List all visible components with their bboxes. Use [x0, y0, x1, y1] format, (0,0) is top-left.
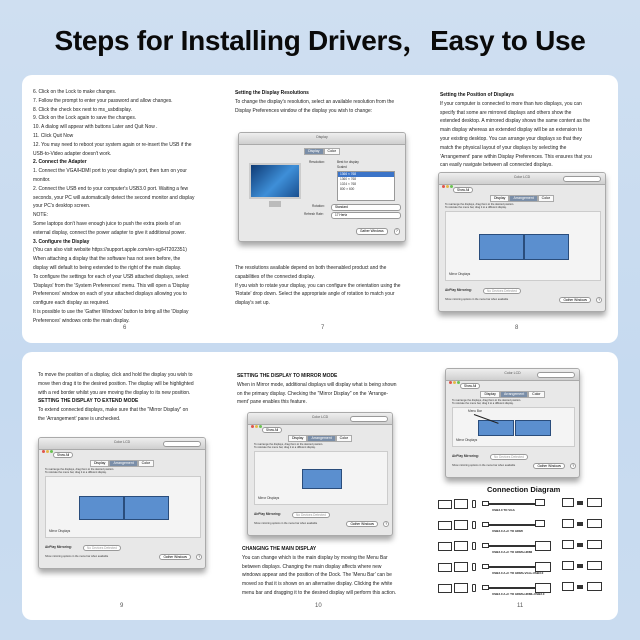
text-line: display's set up.: [235, 300, 270, 307]
arrangement-hint: To rearrange the displays, drag them to the desired position.: [254, 442, 324, 446]
text-line: seconds, your PC will automatically detect the second monitor and display: [33, 194, 195, 201]
phone-icon: [472, 521, 476, 529]
minimize-icon[interactable]: [446, 185, 449, 188]
projector-icon: [577, 522, 583, 526]
text-line: To extend connected displays, make sure that the "Mirror Display" on: [38, 407, 189, 414]
text-line: on the primary display. Checking the "Mirror Display" on the 'Arrange-: [237, 390, 388, 397]
gather-windows-button[interactable]: Gather Windows: [559, 297, 591, 303]
text-line: When in Mirror mode, additional displays will display what is being shown: [237, 381, 397, 388]
page-number-10: 10: [315, 603, 322, 609]
gather-windows-button[interactable]: Gather Windows: [346, 521, 378, 527]
airplay-label: AirPlay Mirroring:: [452, 454, 479, 458]
text-line: 9. Click on the Lock again to save the changes.: [33, 115, 137, 122]
text-line: between displays. Changing the main display affects where new: [242, 563, 382, 570]
secondary-display-thumbnail[interactable]: [515, 420, 551, 435]
text-line: your PC's desktop screen.: [33, 203, 91, 210]
monitor-stand: [269, 201, 281, 207]
text-line: 2. Connect the USB end to your computer's USB3.0 port. Waiting a few: [33, 185, 189, 192]
page-6-text: [33, 88, 194, 326]
page-9-text: [38, 371, 194, 424]
resolution-option[interactable]: 800 × 600: [340, 187, 355, 191]
text-line: display will default to being extended to the right of the main display.: [33, 264, 182, 271]
tv-icon: [587, 540, 602, 549]
minimize-icon[interactable]: [46, 450, 49, 453]
tab-color[interactable]: Color: [138, 460, 154, 467]
close-icon[interactable]: [42, 450, 45, 453]
section-heading: SETTING THE DISPLAY TO MIRROR MODE: [237, 373, 338, 379]
tab-color[interactable]: Color: [528, 391, 544, 398]
usb-plug-icon: [482, 501, 489, 506]
text-line: You can change which is the main display by moving the Menu Bar: [242, 554, 388, 561]
search-field[interactable]: [350, 416, 388, 422]
page-number-8: 8: [515, 325, 519, 331]
text-line: the 'Arrangement' pane is unchecked.: [38, 415, 121, 422]
monitor-icon: [562, 498, 574, 507]
text-line: To configure the settings for each of your USB attached displays, select: [33, 273, 189, 280]
arrangement-area[interactable]: [445, 211, 601, 281]
display-tabs: [239, 148, 405, 155]
manual-pages-top: [22, 75, 618, 343]
arrangement-hint: To rearrange the displays, drag them to the desired position.: [445, 202, 515, 206]
show-mirroring-checkbox[interactable]: Show mirroring options in the menu bar when available: [254, 522, 318, 525]
text-line: 10. A dialog will appear with buttons Later and Quit Now .: [33, 124, 158, 131]
monitor-icon: [562, 540, 574, 549]
tab-arrangement[interactable]: Arrangement: [307, 435, 335, 442]
menubar-hint: To relocate the menu bar, drag it to a different display.: [254, 446, 316, 449]
phone-icon: [472, 584, 476, 592]
minimize-icon[interactable]: [453, 381, 456, 384]
text-line: If you wish to rotate your display, you can configure the orientation using the: [235, 282, 401, 289]
text-line: If your computer is connected to more than two displays, you can: [440, 100, 582, 107]
window-titlebar: Color LCD: [439, 173, 605, 185]
text-line: match the physical layout of your displays by selecting the: [440, 144, 567, 151]
diagram-row: [438, 560, 603, 578]
tab-color[interactable]: Color: [324, 148, 340, 155]
text-line: 'Rotate' drop down. Select the appropriate angle of rotation to match your: [235, 291, 395, 298]
text-line: extended desktop. A mirrored display shows the same content as the: [440, 118, 590, 125]
page-number-6: 6: [123, 325, 127, 331]
cable: [489, 524, 535, 526]
section-heading: CHANGING THE MAIN DISPLAY: [242, 546, 317, 552]
tv-icon: [587, 561, 602, 570]
airplay-label: AirPlay Mirroring:: [254, 512, 281, 516]
text-line: menu bar and dragging it to the desired display will perform this action.: [242, 589, 397, 596]
arrangement-window: [38, 437, 206, 569]
section-heading: Setting the Position of Displays: [440, 92, 514, 98]
resolution-list[interactable]: [337, 171, 395, 201]
diagram-row: [438, 581, 603, 599]
arrangement-tabs: [39, 460, 205, 467]
page-10-text: [242, 545, 396, 598]
adapter-icon: [535, 520, 545, 527]
text-line: Preferences' window on each of your attached displays allowing you to: [33, 291, 187, 298]
adapter-label: USB3.0 A+C TO HDMI+VGA+USB3.0: [492, 571, 544, 575]
text-line: Preferences' windows onto the main display.: [33, 317, 130, 324]
text-line: main display whereas an extended display will be an extension to: [440, 127, 583, 134]
tab-display[interactable]: Display: [480, 391, 499, 398]
text-line: 1. Connect the VGA/HDMI port to your display's port, then turn on your: [33, 168, 187, 175]
phone-icon: [472, 500, 476, 508]
connection-diagram-title: Connection Diagram: [487, 485, 561, 494]
text-line: Display Preferences window of the display you wish to change:: [235, 107, 373, 114]
mirror-displays-checkbox[interactable]: Mirror Displays: [49, 529, 71, 533]
secondary-display-thumbnail[interactable]: [124, 496, 169, 520]
monitor-image: [249, 163, 301, 199]
cable: [489, 503, 535, 505]
menubar-hint: To relocate the menu bar, drag it to a different display.: [445, 206, 507, 209]
text-line: 8. Click the check box next to ms_usbdisplay.: [33, 106, 132, 113]
gather-windows-button[interactable]: Gather Windows: [533, 463, 565, 469]
menubar-hint: To relocate the menu bar, drag it to a different display.: [45, 471, 107, 474]
show-all-button[interactable]: Show All: [53, 452, 73, 458]
mirror-displays-checkbox[interactable]: Mirror Displays: [258, 496, 280, 500]
page-10-intro: [237, 372, 397, 407]
usb-plug-icon: [482, 585, 489, 590]
adapter-label: USB3.0 A+C TO HDMI+HDMI: [492, 550, 533, 554]
page-number-11: 11: [517, 603, 524, 609]
arrangement-tabs: [439, 195, 605, 202]
page-7-notes: [235, 264, 400, 308]
menubar-hint: To relocate the menu bar, drag it to a different display.: [452, 402, 514, 405]
close-icon[interactable]: [442, 185, 445, 188]
desktop-icon: [454, 541, 468, 551]
minimize-icon[interactable]: [255, 425, 258, 428]
display-preferences-window: [238, 132, 406, 242]
text-line: capabilities of the connected display.: [235, 273, 315, 280]
window-titlebar: Color LCD: [446, 369, 579, 381]
airplay-select[interactable]: No Devices Detected: [292, 512, 330, 518]
tab-display[interactable]: Display: [288, 435, 307, 442]
monitor-icon: [562, 582, 574, 591]
page-number-7: 7: [321, 325, 325, 331]
close-icon[interactable]: [449, 381, 452, 384]
text-line: moved so that it is shown on an alternative display. Clicking the white: [242, 581, 393, 588]
usb-plug-icon: [482, 543, 489, 548]
text-line: external display, connect the power adapter to give it additional power.: [33, 229, 186, 236]
usb-plug-icon: [482, 564, 489, 569]
show-mirroring-checkbox[interactable]: Show mirroring options in the menu bar when available: [445, 298, 509, 301]
usb-plug-icon: [482, 522, 489, 527]
mirror-displays-checkbox[interactable]: Mirror Displays: [456, 438, 478, 442]
display-thumbnail[interactable]: [302, 469, 341, 490]
text-line: It is possible to use the 'Gather Windows' button to bring all the 'Display: [33, 308, 189, 315]
text-line: When attaching a display that the software has not seen before, the: [33, 256, 181, 263]
text-line: 7. Follow the prompt to enter your password and allow changes.: [33, 97, 173, 104]
text-line: monitor.: [33, 176, 51, 183]
desktop-icon: [454, 520, 468, 530]
text-line: To change the display's resolution, select an available resolution from the: [235, 98, 395, 105]
projector-icon: [577, 564, 583, 568]
page-title: Steps for Installing Drivers，Easy to Use: [54, 25, 586, 56]
radio-scaled[interactable]: Scaled: [337, 165, 347, 169]
tab-arrangement[interactable]: Arrangement: [509, 195, 537, 202]
help-button[interactable]: ?: [598, 298, 600, 302]
phone-icon: [472, 563, 476, 571]
resolution-option[interactable]: 1366 × 768: [338, 172, 394, 177]
tab-arrangement[interactable]: Arrangement: [500, 391, 528, 398]
main-display-thumbnail[interactable]: [79, 496, 124, 520]
show-mirroring-checkbox[interactable]: Show mirroring options in the menu bar when available: [452, 464, 516, 467]
text-line: can easily navigate between all connected displays.: [440, 162, 553, 169]
monitor-icon: [562, 519, 574, 528]
text-line: USB-to-Video adapter doesn't work.: [33, 150, 112, 157]
tab-color[interactable]: Color: [538, 195, 554, 202]
window-titlebar: Display: [239, 133, 405, 145]
tab-display[interactable]: Display: [304, 148, 323, 155]
search-field[interactable]: [563, 176, 601, 182]
text-line: your existing desktop. You can arrange your displays so that they: [440, 135, 582, 142]
resolution-option[interactable]: 1360 × 768: [340, 177, 357, 181]
show-all-button[interactable]: Show All: [460, 383, 480, 389]
page-number-9: 9: [120, 603, 124, 609]
tv-icon: [587, 519, 602, 528]
manual-pages-bottom: [22, 352, 618, 620]
arrangement-tabs: [446, 391, 579, 398]
projector-icon: [577, 501, 583, 505]
text-line: move then drag it to the desired position. The display will be highlighted: [38, 380, 194, 387]
airplay-select[interactable]: No Devices Detected: [83, 545, 121, 551]
radio-best-for-display[interactable]: Best for display: [337, 160, 359, 164]
adapter-label: USB3.0 A+C TO HDMI+HDMI+USB3.0: [492, 592, 545, 596]
cable: [489, 587, 535, 589]
desktop-icon: [454, 562, 468, 572]
text-line: 6. Click on the Lock to make changes.: [33, 89, 117, 95]
arrangement-hint: To rearrange the displays, drag them to the desired position.: [452, 398, 522, 402]
help-button[interactable]: ?: [572, 464, 574, 468]
tab-color[interactable]: Color: [336, 435, 352, 442]
text-line: 12. You may need to reboot your system again or re-insert the USB if the: [33, 141, 192, 148]
text-line: (You can also visit website https://support.apple.com/en-sg/HT202351): [33, 247, 187, 254]
cable: [489, 566, 535, 568]
tab-display[interactable]: Display: [490, 195, 509, 202]
section-heading: SETTING THE DISPLAY TO EXTEND MODE: [38, 398, 139, 405]
adapter-label: USB3.0 A+C TO HDMI: [492, 529, 523, 533]
tab-arrangement[interactable]: Arrangement: [109, 460, 137, 467]
section-heading: 2. Connect the Adapter: [33, 159, 87, 166]
airplay-label: AirPlay Mirroring:: [45, 545, 72, 549]
monitor-icon: [562, 561, 574, 570]
help-button[interactable]: ?: [396, 229, 398, 233]
laptop-icon: [438, 542, 452, 551]
window-titlebar: Color LCD: [39, 438, 205, 450]
close-icon[interactable]: [251, 425, 254, 428]
laptop-icon: [438, 563, 452, 572]
main-display-thumbnail[interactable]: [479, 234, 524, 261]
section-heading: 3. Configure the Display: [33, 238, 90, 245]
diagram-row: [438, 497, 603, 515]
show-mirroring-checkbox[interactable]: Show mirroring options in the menu bar when available: [45, 555, 109, 558]
search-field[interactable]: [163, 441, 201, 447]
refresh-label: Refresh Rate:: [304, 212, 324, 216]
tab-display[interactable]: Display: [90, 460, 109, 467]
tv-icon: [587, 582, 602, 591]
text-line: Some laptops don't have enough juice to push the extra pixels of an: [33, 220, 181, 227]
arrangement-window-menubar: [445, 368, 580, 478]
laptop-icon: [438, 584, 452, 593]
rotation-label: Rotation:: [312, 204, 325, 208]
text-line: with a red border whilst you are moving the display to its new position.: [38, 389, 191, 396]
adapter-icon: [535, 541, 551, 551]
connection-diagram: [438, 497, 608, 602]
text-line: ment' pane enables this feature.: [237, 399, 307, 406]
text-line: 'Displays' from the 'System Preferences' menu. This will open a 'Display: [33, 282, 190, 289]
gather-windows-button[interactable]: Gather Windows: [356, 228, 388, 235]
text-line: configure each display as required.: [33, 300, 110, 307]
airplay-select[interactable]: No Devices Detected: [483, 288, 521, 294]
tv-icon: [587, 498, 602, 507]
projector-icon: [577, 585, 583, 589]
arrangement-hint: To rearrange the displays, drag them to the desired position.: [45, 467, 115, 471]
text-line: 11. Click Quit Now: [33, 132, 74, 139]
text-line: The resolutions available depend on both theenabled product and the: [235, 265, 387, 271]
page-8-text: [440, 91, 592, 170]
window-titlebar: Color LCD: [248, 413, 392, 425]
projector-icon: [577, 543, 583, 547]
laptop-icon: [438, 500, 452, 509]
diagram-row: [438, 539, 603, 557]
arrangement-window-mirror: [247, 412, 393, 536]
resolution-label: Resolution:: [309, 160, 325, 164]
section-heading: Setting the Display Resolutions: [235, 90, 309, 96]
laptop-icon: [438, 521, 452, 530]
cable: [489, 545, 535, 547]
arrangement-window: [438, 172, 606, 312]
rotation-select[interactable]: Standard: [331, 204, 401, 211]
help-button[interactable]: ?: [198, 555, 200, 559]
adapter-icon: [535, 499, 545, 506]
desktop-icon: [454, 499, 468, 509]
airplay-label: AirPlay Mirroring:: [445, 288, 472, 292]
text-line: specify that some are mirrored displays and others show the: [440, 109, 572, 116]
phone-icon: [472, 542, 476, 550]
search-field[interactable]: [537, 372, 575, 378]
resolution-option[interactable]: 1024 × 768: [340, 182, 357, 186]
airplay-select[interactable]: No Devices Detected: [490, 454, 528, 460]
show-all-button[interactable]: Show All: [453, 187, 473, 193]
adapter-label: USB3.0 TO VGA: [492, 508, 515, 512]
text-line: 'Arrangement' pane within Display Preferences. This ensures that you: [440, 153, 592, 160]
gather-windows-button[interactable]: Gather Windows: [159, 554, 191, 560]
text-line: NOTE:: [33, 212, 49, 219]
menu-bar-callout: Menu Bar: [468, 409, 482, 414]
text-line: windows appear and the position of the Dock. The 'Menu Bar' can be: [242, 572, 392, 579]
refresh-rate-select[interactable]: 17 Hertz: [331, 212, 401, 219]
desktop-icon: [454, 583, 468, 593]
show-all-button[interactable]: Show All: [262, 427, 282, 433]
help-button[interactable]: ?: [385, 522, 387, 526]
page-7-intro: [235, 89, 394, 115]
secondary-display-thumbnail[interactable]: [524, 234, 569, 261]
mirror-displays-checkbox[interactable]: Mirror Displays: [449, 272, 471, 276]
diagram-row: [438, 518, 603, 536]
text-line: To move the position of a display, click and hold the display you wish to: [38, 372, 193, 378]
arrangement-tabs: [248, 435, 392, 442]
